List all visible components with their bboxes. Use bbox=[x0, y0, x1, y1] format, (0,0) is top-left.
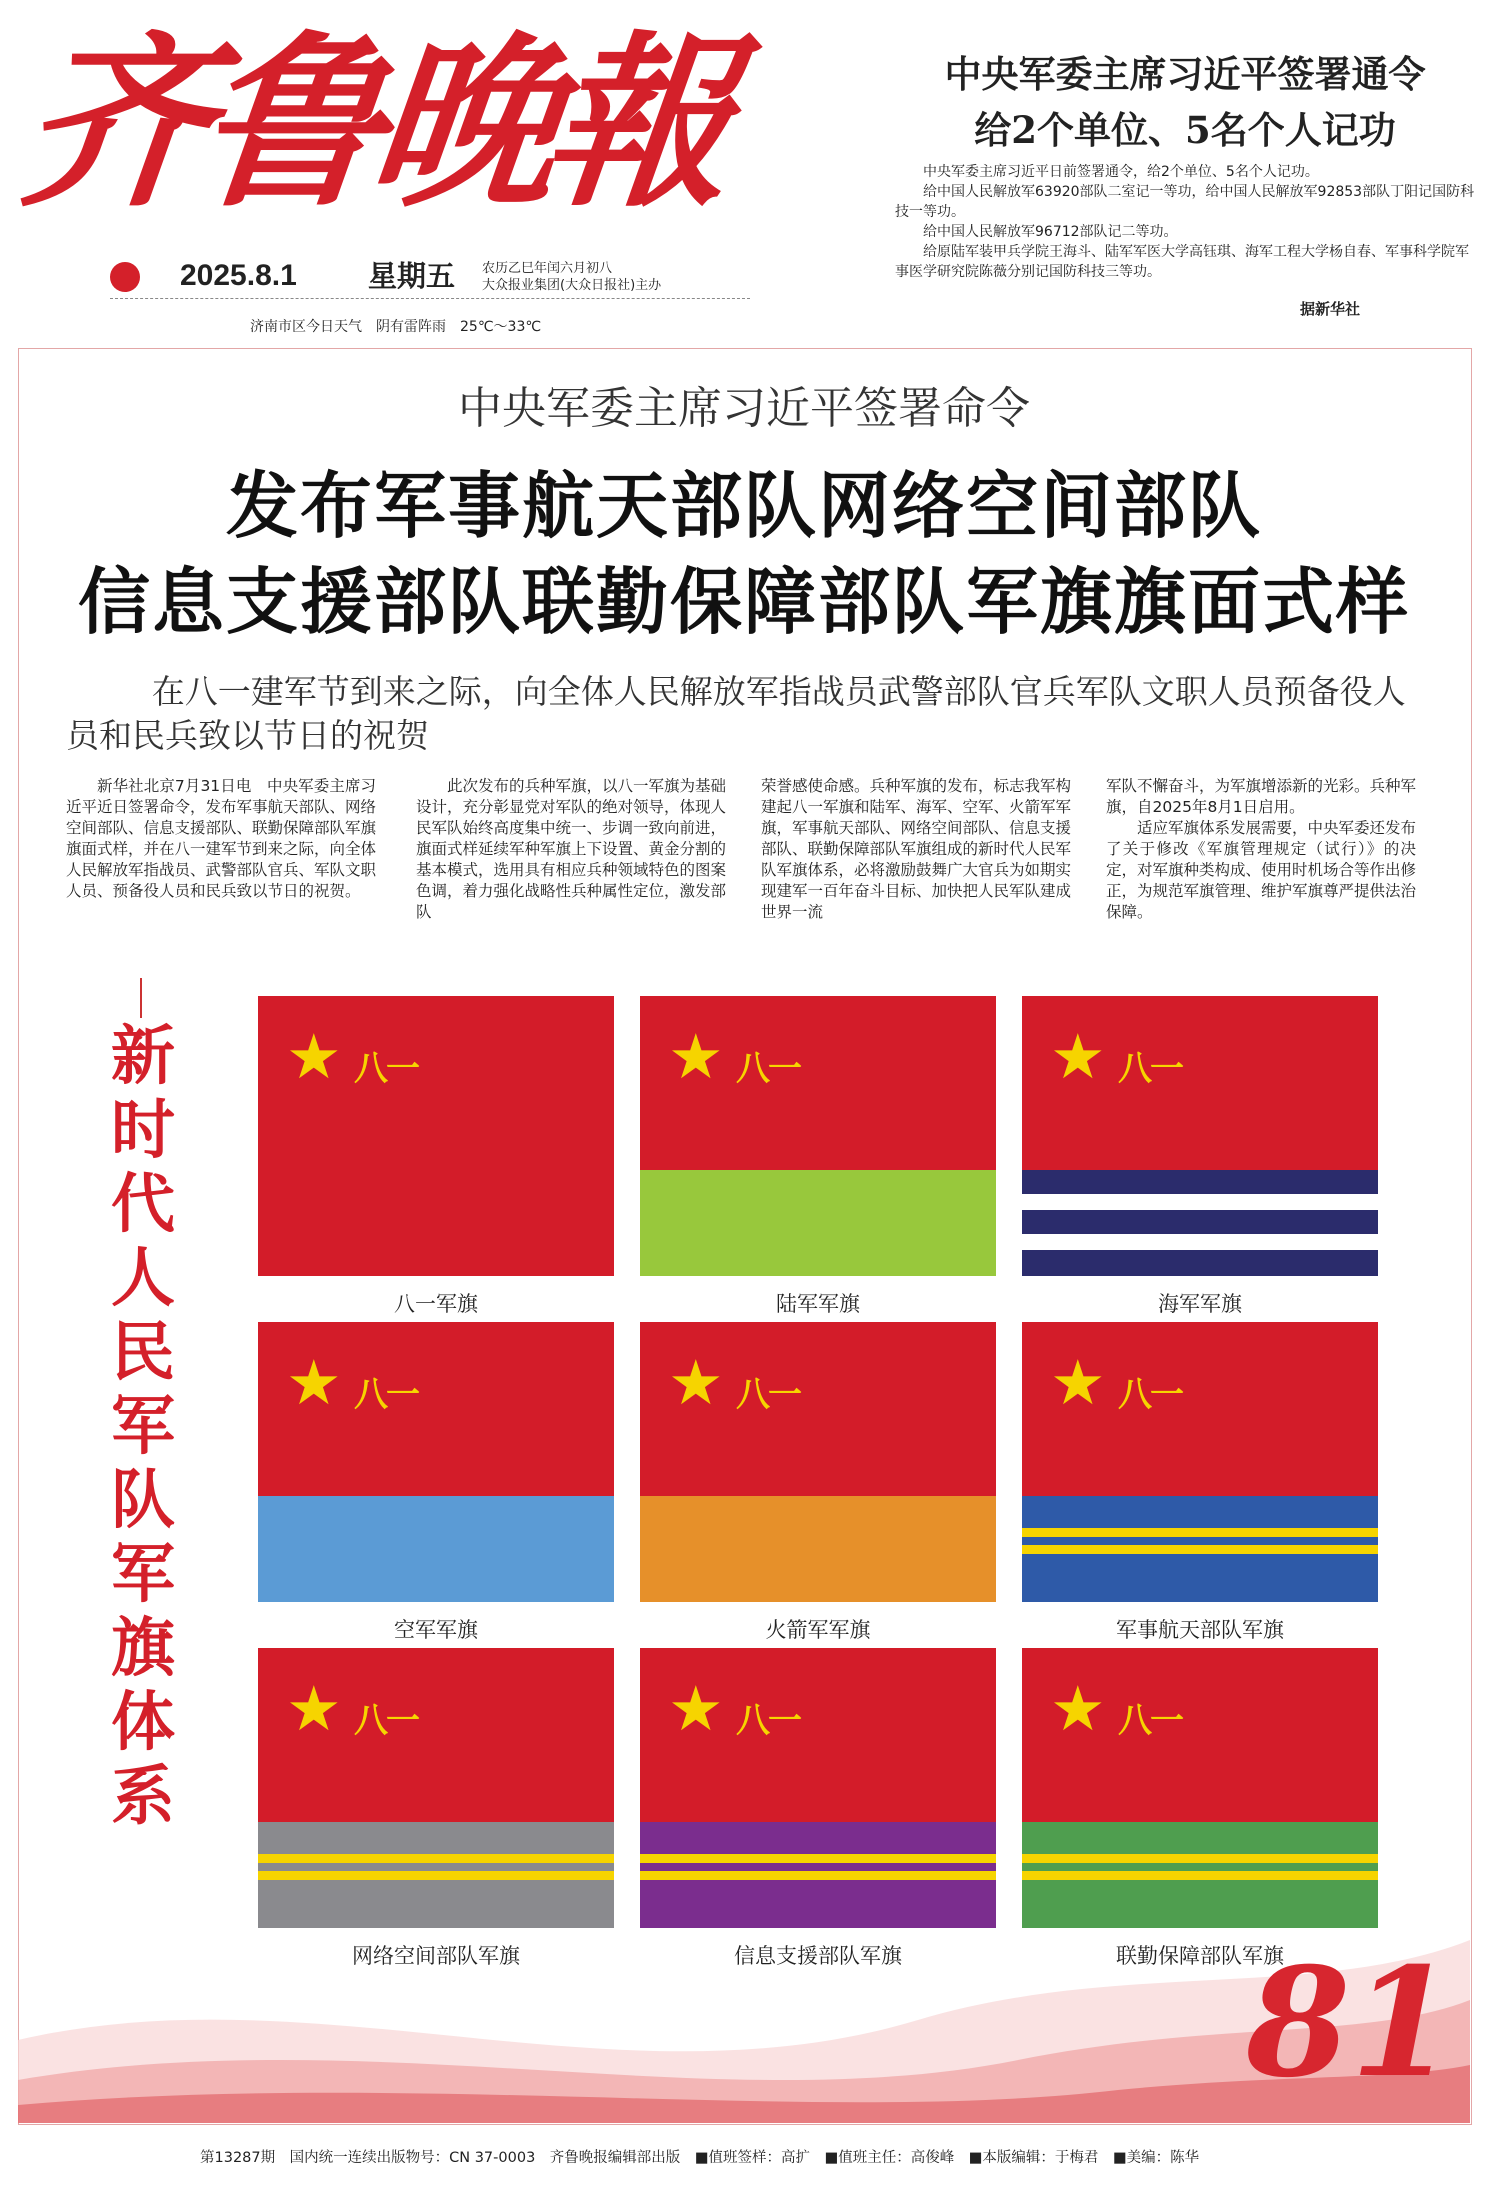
lunar-date bbox=[482, 260, 762, 294]
flag-band-sky-blue bbox=[258, 1496, 614, 1602]
flag-caption: 陆军军旗 bbox=[776, 1292, 860, 1316]
article-paragraph: 适应军旗体系发展需要，中央军委还发布了关于修改《军旗管理规定（试行）》的决定，对军旗种类构成、使用时机场合等作出修正，为规范军旗管理、维护军旗尊严提供法治保障。 bbox=[1106, 819, 1417, 921]
flag-caption: 军事航天部队军旗 bbox=[1116, 1618, 1284, 1642]
lunar-line-2: 大众报业集团(大众日报社)主办 bbox=[482, 278, 662, 293]
flag-information-support-force bbox=[640, 1648, 996, 1928]
flag-band-yellow bbox=[1022, 1545, 1378, 1554]
star-icon: ★ bbox=[668, 1672, 724, 1745]
flag-band-yellow bbox=[640, 1854, 996, 1863]
article-paragraph: 此次发布的兵种军旗，以八一军旗为基础设计，充分彰显党对军队的绝对领导，体现人民军队始终高度集中统一、步调一致向前进，旗面式样延续军种军旗上下设置、黄金分割的基本模式，选用具有相应兵种领域特色的图案色调，着力强化战略性兵种属性定位，激发部队 bbox=[416, 777, 727, 921]
top-news-paragraph: 给中国人民解放军63920部队二室记一等功，给中国人民解放军92853部队丁阳记国防科技一等功。 bbox=[895, 184, 1475, 220]
vertical-title: 新时代人民军队军旗体系 bbox=[111, 1019, 175, 1834]
flag-emblem-text: 八一 bbox=[354, 1701, 418, 1741]
top-news-paragraph: 给原陆军装甲兵学院王海斗、陆军军医大学高钰琪、海军工程大学杨自春、军事科学院军事医学研究院陈薇分别记国防科技三等功。 bbox=[895, 244, 1469, 280]
flag-band-yellow bbox=[258, 1854, 614, 1863]
flag-aerospace-force bbox=[1022, 1322, 1378, 1602]
flag-band-green bbox=[640, 1170, 996, 1276]
issue-date: 2025.8.1 bbox=[180, 259, 297, 292]
flag-caption: 信息支援部队军旗 bbox=[734, 1944, 902, 1968]
top-news-paragraph: 中央军委主席习近平日前签署通令，给2个单位、5名个人记功。 bbox=[923, 164, 1319, 180]
star-icon: ★ bbox=[668, 1020, 724, 1093]
weather-forecast: 济南市区今日天气 阴有雷阵雨 25℃～33℃ bbox=[250, 319, 542, 335]
flag-caption: 网络空间部队军旗 bbox=[352, 1944, 520, 1968]
star-icon: ★ bbox=[286, 1346, 342, 1419]
flag-emblem-text: 八一 bbox=[736, 1375, 800, 1415]
flag-caption: 空军军旗 bbox=[394, 1618, 478, 1642]
main-headline-line-1[interactable]: 发布军事航天部队网络空间部队 bbox=[225, 463, 1262, 548]
article-paragraph: 军队不懈奋斗，为军旗增添新的光彩。兵种军旗，自2025年8月1日启用。 bbox=[1106, 777, 1417, 816]
main-headline-line-2[interactable]: 信息支援部队联勤保障部队军旗旗面式样 bbox=[77, 559, 1410, 644]
star-icon: ★ bbox=[1050, 1346, 1106, 1419]
flag-band-yellow bbox=[1022, 1528, 1378, 1537]
article-column-3 bbox=[761, 776, 1071, 923]
page-footer: 第13287期 国内统一连续出版物号：CN 37-0003 齐鲁晚报编辑部出版 ■值班签样：高扩 ■值班主任：高俊峰 ■本版编辑：于梅君 ■美编：陈华 bbox=[200, 2150, 1200, 2166]
flag-emblem-text: 八一 bbox=[736, 1701, 800, 1741]
flag-emblem-text: 八一 bbox=[354, 1049, 418, 1089]
flag-army bbox=[640, 996, 996, 1276]
flag-air-force bbox=[258, 1322, 614, 1602]
newspaper-logo: 齐鲁晚報 bbox=[12, 13, 732, 232]
article-paragraph: 新华社北京7月31日电 中央军委主席习近平近日签署命令，发布军事航天部队、网络空间部队、信息支援部队、联勤保障部队军旗旗面式样，并在八一建军节到来之际，向全体人民解放军指战员、武警部队官兵、军队文职人员、预备役人员和民兵致以节日的祝贺。 bbox=[66, 777, 377, 900]
top-news-title-2[interactable]: 给2个单位、5名个人记功 bbox=[974, 108, 1396, 152]
flag-caption: 火箭军军旗 bbox=[765, 1618, 871, 1642]
article-paragraph: 荣誉感使命感。兵种军旗的发布，标志我军构建起八一军旗和陆军、海军、空军、火箭军军旗，军事航天部队、网络空间部队、信息支援部队、联勤保障部队军旗组成的新时代人民军队军旗体系，必将激励鼓舞广大官兵为如期实现建军一百年奋斗目标、加快把人民军队建成世界一流 bbox=[761, 777, 1072, 921]
august-first-emblem: 81 bbox=[1246, 1935, 1455, 2111]
flag-emblem-text: 八一 bbox=[354, 1375, 418, 1415]
flag-band-navy bbox=[1022, 1170, 1378, 1194]
issue-weekday: 星期五 bbox=[368, 259, 456, 293]
top-news-paragraph: 给中国人民解放军96712部队记二等功。 bbox=[923, 224, 1178, 240]
article-column-1 bbox=[66, 776, 376, 902]
flag-cyberspace-force bbox=[258, 1648, 614, 1928]
flag-band-yellow bbox=[1022, 1854, 1378, 1863]
flag-emblem-text: 八一 bbox=[1118, 1701, 1182, 1741]
flag-band-yellow bbox=[1022, 1871, 1378, 1880]
main-subhead: 在八一建军节到来之际，向全体人民解放军指战员武警部队官兵军队文职人员预备役人员和民兵致以节日的祝贺 bbox=[66, 672, 1406, 755]
star-icon: ★ bbox=[668, 1346, 724, 1419]
flag-band-navy bbox=[1022, 1210, 1378, 1234]
flag-emblem-text: 八一 bbox=[1118, 1049, 1182, 1089]
flag-band-orange bbox=[640, 1496, 996, 1602]
star-icon: ★ bbox=[1050, 1672, 1106, 1745]
star-icon: ★ bbox=[1050, 1020, 1106, 1093]
article-column-2 bbox=[416, 776, 726, 923]
flag-emblem-text: 八一 bbox=[1118, 1375, 1182, 1415]
flag-emblem-text: 八一 bbox=[736, 1049, 800, 1089]
top-news-source: 据新华社 bbox=[1300, 300, 1361, 318]
flag-caption: 海军军旗 bbox=[1158, 1292, 1242, 1316]
main-kicker: 中央军委主席习近平签署命令 bbox=[458, 383, 1030, 434]
flag-caption: 八一军旗 bbox=[394, 1292, 478, 1316]
vertical-title-rule bbox=[140, 978, 142, 1018]
flag-navy bbox=[1022, 996, 1378, 1276]
star-icon: ★ bbox=[286, 1020, 342, 1093]
flag-band-navy bbox=[1022, 1250, 1378, 1276]
flag-joint-logistics-force bbox=[1022, 1648, 1378, 1928]
flag-band-yellow bbox=[258, 1871, 614, 1880]
top-news-body bbox=[895, 162, 1475, 282]
publisher-logo-icon bbox=[110, 262, 140, 292]
article-column-4 bbox=[1106, 776, 1416, 923]
flag-band-yellow bbox=[640, 1871, 996, 1880]
flag-rocket-force bbox=[640, 1322, 996, 1602]
flag-bayi bbox=[258, 996, 614, 1276]
star-icon: ★ bbox=[286, 1672, 342, 1745]
top-news-title-1[interactable]: 中央军委主席习近平签署通令 bbox=[944, 52, 1426, 96]
article-columns bbox=[66, 776, 1426, 946]
lunar-line-1: 农历乙巳年闰六月初八 bbox=[482, 261, 613, 276]
flag-caption: 联勤保障部队军旗 bbox=[1116, 1944, 1284, 1968]
date-bar bbox=[110, 258, 750, 299]
